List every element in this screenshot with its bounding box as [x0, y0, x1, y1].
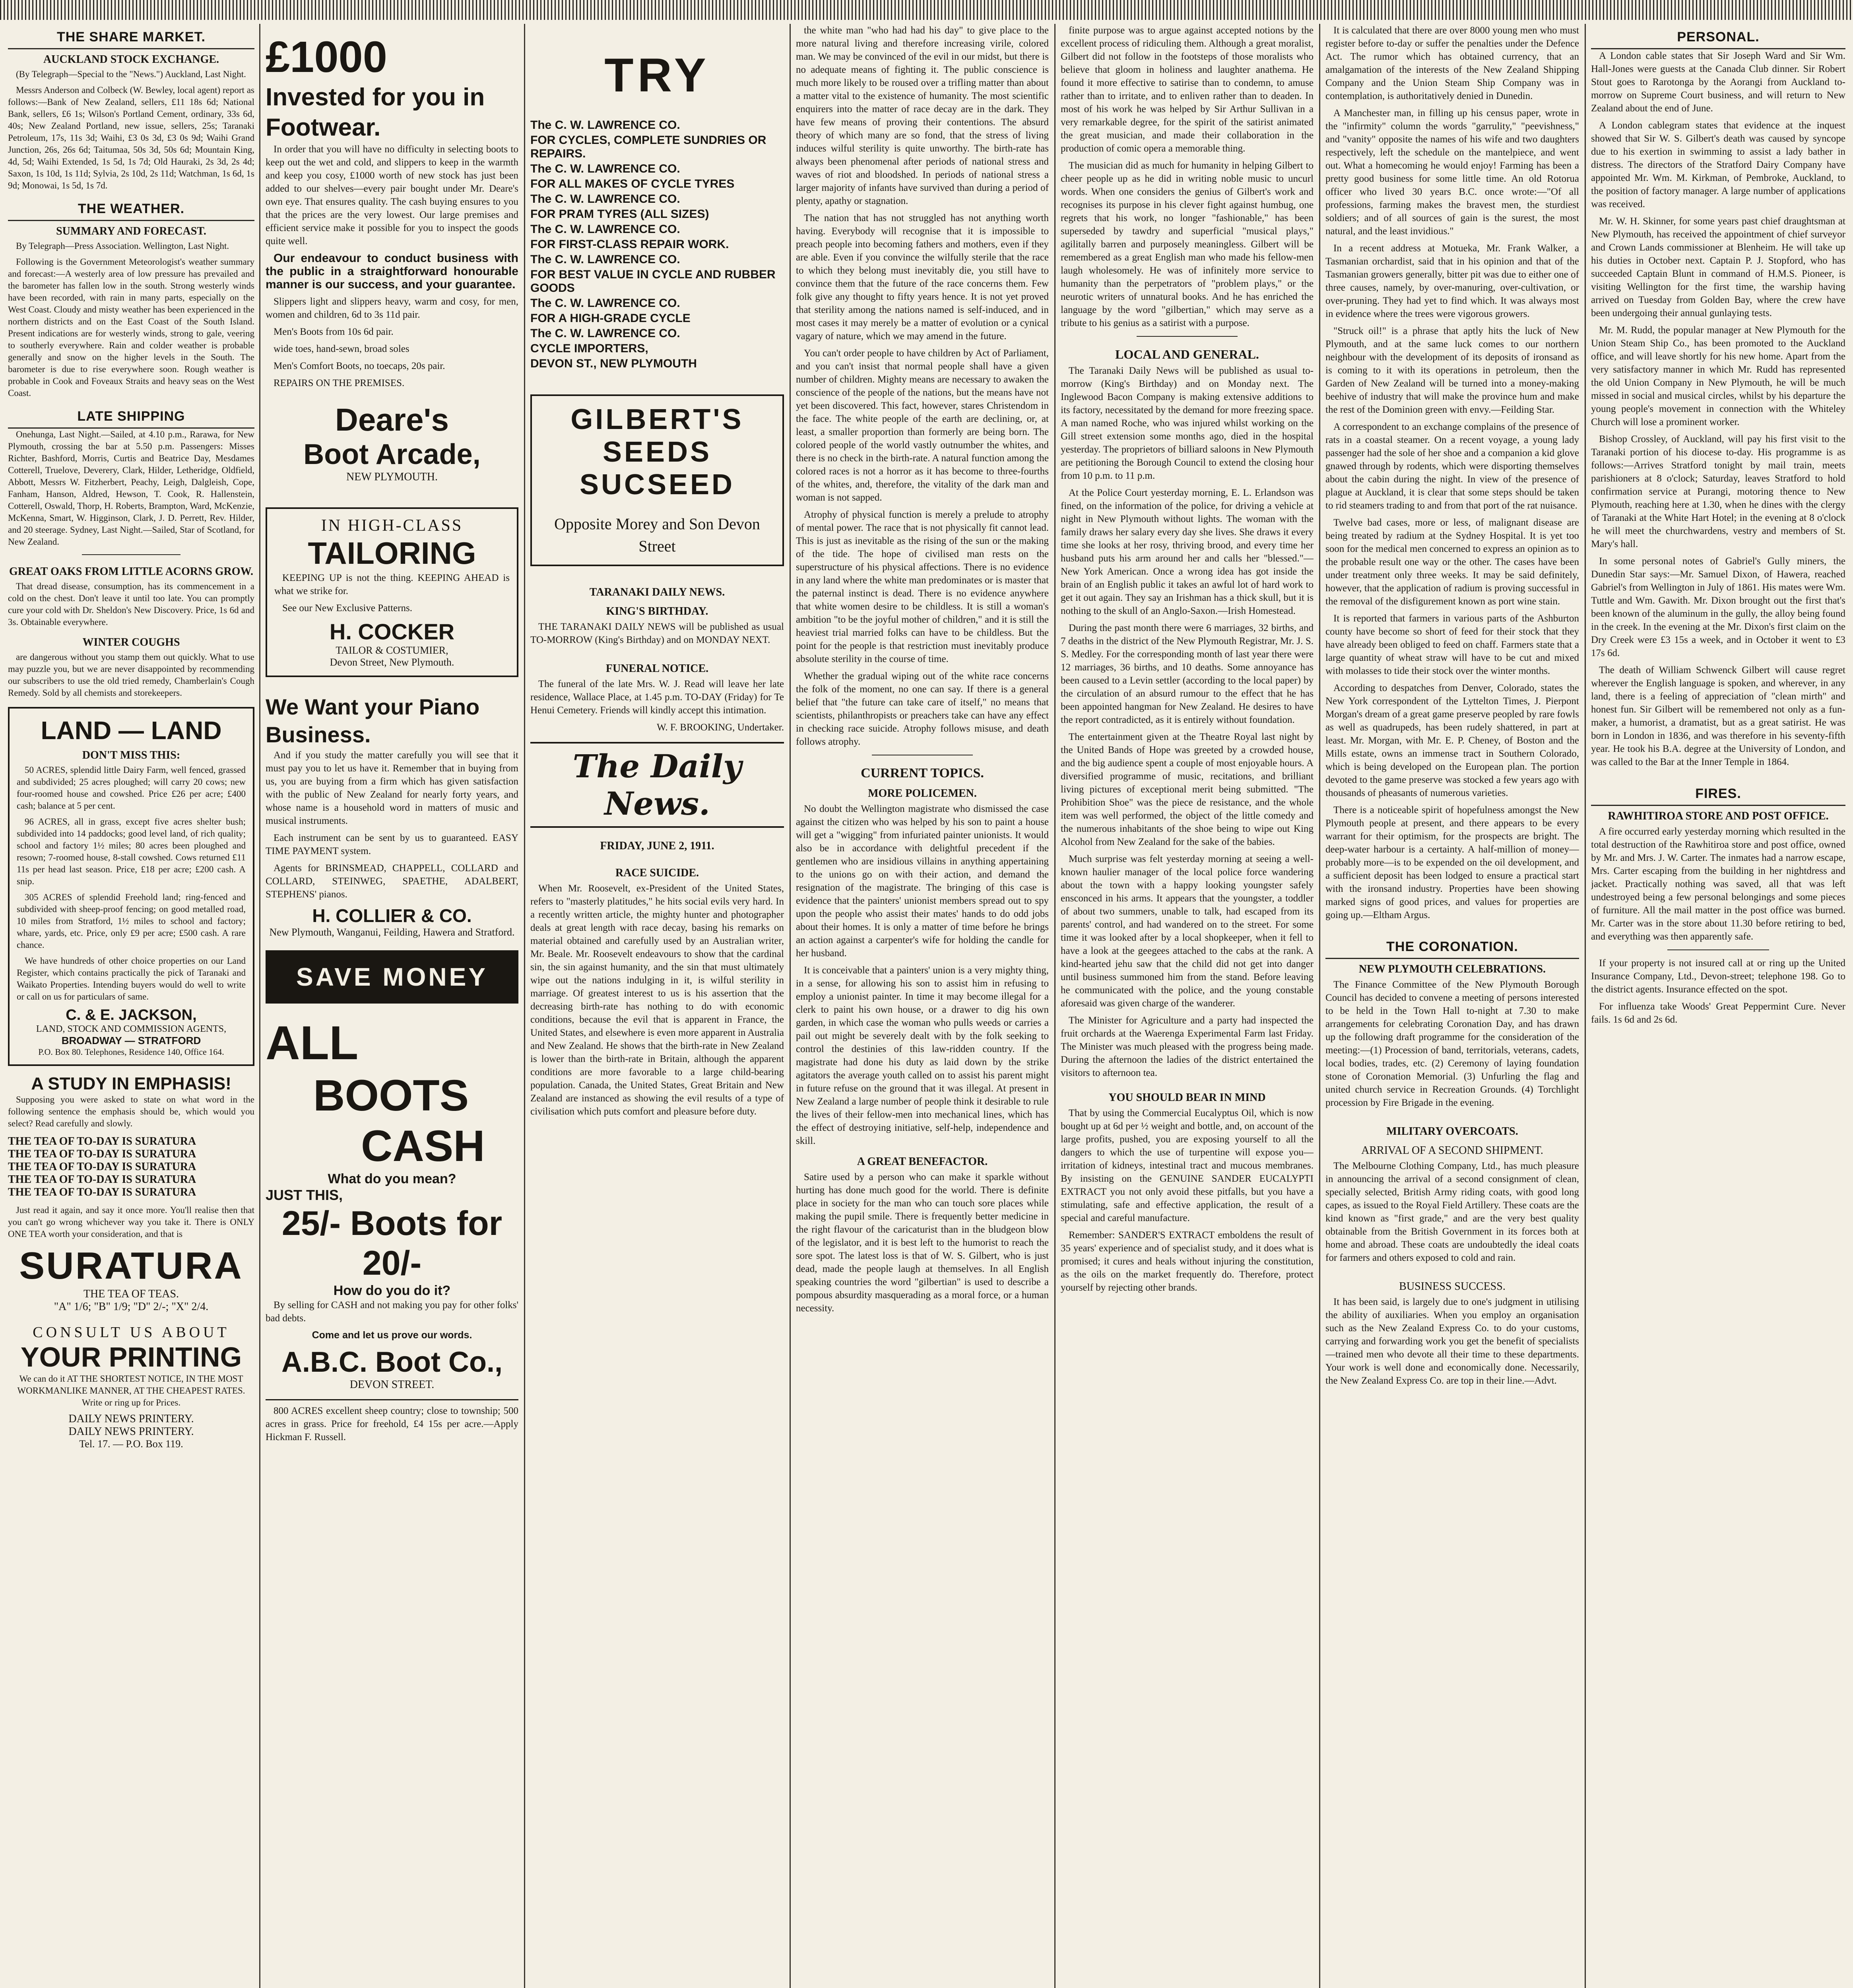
lawrence-name: The C. W. LAWRENCE CO.: [530, 327, 680, 340]
consult-heading: CONSULT US ABOUT: [33, 1324, 230, 1341]
coughs-ad-text: are dangerous without you stamp them out quickly. What to use may puzzle you, but we are never disappointed by recommending our subscribers to use the old tried remedy, Chamberlain's Cough Remedy. Sold by all chemists and storekeepers.: [8, 652, 254, 698]
fires-heading: FIRES.: [1591, 780, 1845, 806]
eucalyptus-ad-text: Remember: SANDER'S EXTRACT emboldens the result of 35 years' experience and of specialist study, and it does what is promised; it cures and heals without injuring the constitution, as the oils on the market frequently do. Therefore, protect yourself by rejecting other brands.: [1061, 1230, 1314, 1293]
column-rule: [1319, 24, 1320, 1988]
column-7: [1591, 24, 1845, 1988]
tea-line: THE TEA OF TO-DAY IS SURATURA: [8, 1135, 196, 1147]
coronation-subheading: NEW PLYMOUTH CELEBRATIONS.: [1358, 963, 1546, 975]
column-3: [530, 24, 784, 1988]
editorial-paragraph: the white man "who had had his day" to give place to the more natural living and therefore increasing virile, colored man. We may be convinced of the evil in our midst, but there is no adequate means of fighting it. The public conscience is much more likely to be roused over a trifling matter than about a matter vital to the existence of humanity. The most scientific enquirers into the matter of race decay are in the dark. They have few means of proving their contentions. The absurd theory of which many are so fond, that the stress of living induces wilful sterility is quite unworthy. The birth-rate has always been phenomenal after periods of national stress and waves of riot and bloodshed. In periods of national stress a larger majority of infants have survived than during a period of plenty, apathy or stagnation.: [796, 25, 1049, 206]
oaks-ad-heading: GREAT OAKS FROM LITTLE ACORNS GROW.: [9, 565, 254, 578]
abc-question: What do you mean?: [328, 1171, 456, 1186]
page-top-border: [0, 0, 1853, 20]
local-news: "Struck oil!" is a phrase that aptly hits the luck of New Plymouth, and at the same luck comes to our northern neighbour with the development of its deposits of ironsand as is coming to it with its operations in petroleum, then the Garden of New Zealand will be turned into a money-making beehive of industry that will make the province hum and make the rest of the Dominion green with envy.—Feilding Star.: [1325, 326, 1579, 415]
column-rule: [259, 24, 260, 1988]
study-ad-title: A STUDY IN EMPHASIS!: [31, 1074, 231, 1093]
funeral-heading: FUNERAL NOTICE.: [605, 662, 709, 675]
funeral-undertaker: W. F. BROOKING, Undertaker.: [657, 722, 784, 733]
race-suicide-article: When Mr. Roosevelt, ex-President of the United States, refers to "masterly platitudes," he hits social evils very hard. In a recently written article, the mighty hunter and photographer deals at great length with race decay, basing his remarks on material obtained and carefully used by an Australian writer, Mr. Beale. Mr. Roosevelt endeavours to show that the cardinal sin, the sin against humanity, and the sin that must ultimately wipe out the nations indulging in it, is wilful sterility in marriage. Of greatest interest to us is his assertion that the decreasing birth-rate has nothing to do with economic conditions, because the evil that is apparent in France, the United States, and elsewhere is even more apparent in Australia and New Zealand. He shows that the birth-rate in New Zealand is lower than the birth-rate in Britain, although the apparent conditions are more favorable to a large child-bearing population. Canada, the United States, Great Britain and New Zealand are instanced as showing the evil results of a type of civilisation which puts comfort and pleasure before duty.: [530, 883, 784, 1117]
land-listing-50: 50 ACRES, splendid little Dairy Farm, well fenced, grassed and subdivided; 25 acres ploughed; will carry 20 cows; new four-roomed house and cowshed. Price £26 per acre; £400 cash; balance at 5 per cent.: [17, 765, 246, 811]
benefactor-article: Satire used by a person who can make it sparkle without hurting has done much good for the world. There is definite place in society for the man who can touch sore places while making the pupil smile. There is frequently better medicine in the right flavour of the caricaturist than in the bludgeon blow of the legislator, and it is best left to the humorist to reach the sore spot. The latest loss is that of W. S. Gilbert, who is just dead, made the people laugh at themselves. In all English speaking countries the word "gilbertian" is used to describe a pompous absurdity masquerading as a moral force, or a human necessity.: [796, 1172, 1049, 1314]
sucseed-word: SUCSEED: [579, 469, 735, 501]
stock-exchange-report: Messrs Anderson and Colbeck (W. Bewley, local agent) report as follows:—Bank of New Zealand, sellers, £11 18s 6d; National Bank, sellers, £6 1s; Wilson's Portland Cement, ordinary, 33s 6d, 40s; New Zealand Portland, new issue, sellers, 25s; Taranaki Petroleum, 17s, 11s 3d; Waihi, £3 0s 3d, £3 0s 9d; Waihi Grand Junction, 26s, 26s 6d; Taitumaa, 50s 3d, 50s 6d; Mountain King, 4d, 5d; Waihi Extended, 1s 5d, 1s 7d; Old Hauraki, 2s 3d, 2s 4d; Saxon, 1s 10d, 1s 11d; Sylvia, 2s 10d, 2s 11d; Watchman, 1s 6d, 1s 9d; Monowai, 1s 5d, 1s 7d.: [8, 85, 254, 190]
personal-note: A London cablegram states that evidence at the inquest showed that Sir W. S. Gilbert's death was caused by syncope due to his exertion in swimming to assist a lady bather in distress. The directors of the Stratford Dairy Company have appointed Mr. Wm. M. Kirkman, of Pembroke, Auckland, to the position of factory manager. A large number of applications was received.: [1591, 120, 1845, 210]
personal-note: The death of William Schwenck Gilbert will cause regret wherever the English language is spoken, and wherever, in any land, there is a feeling of appreciation of "clean mirth" and honest fun. Sir Gilbert will be remembered not only as a fun-maker, a humorist, a dramatist, but as a great satirist. He was born in London in 1836, and was therefore in his seventy-fifth year. He took his B.A. degree at the University of London, and was called to the Bar at the Inner Temple in 1864.: [1591, 665, 1845, 767]
coughs-ad-heading: WINTER COUGHS: [82, 636, 180, 648]
benefactor-article: finite purpose was to argue against accepted notions by the excellent process of ridiculing them. Although a great moralist, Gilbert did not follow in the footsteps of those moralists who believe that gloom in holiness and laughter anathema. He found it more effective to satirise than to condemn, to amuse rather than to irritate, and to enliven rather than to deaden. In most of his work he was helped by Sir Arthur Sullivan in a very remarkable degree, for the spirit of the satirist animated the great musician, and made their collaboration in the production of comic opera a memorable thing.: [1061, 25, 1314, 154]
abc-price: 25/- Boots for 20/-: [281, 1204, 503, 1282]
lawrence-name: The C. W. LAWRENCE CO.: [530, 118, 680, 132]
land-ad-title: LAND — LAND: [41, 716, 222, 745]
piano-agents: Agents for BRINSMEAD, CHAPPELL, COLLARD and COLLARD, STEINWEG, SPAETHE, ADALBERT, STEPHENS' pianos.: [266, 863, 518, 900]
try-heading: TRY: [604, 49, 710, 102]
lawrence-name: The C. W. LAWRENCE CO.: [530, 162, 680, 175]
printery-name: DAILY NEWS PRINTERY.: [68, 1413, 194, 1425]
tdn-heading: TARANAKI DAILY NEWS.: [589, 586, 725, 598]
column-2: [266, 24, 518, 1988]
deare-brand: Deare's: [335, 402, 449, 437]
footwear-repairs: REPAIRS ON THE PREMISES.: [274, 378, 405, 388]
stock-exchange-heading: AUCKLAND STOCK EXCHANGE.: [43, 53, 219, 66]
lawrence-name: The C. W. LAWRENCE CO.: [530, 297, 680, 310]
tailoring-patterns: See our New Exclusive Patterns.: [282, 603, 413, 613]
lawrence-name: The C. W. LAWRENCE CO.: [530, 192, 680, 206]
fires-article: A fire occurred early yesterday morning which resulted in the total destruction of the Rawhitiroa store and post office, owned by Mr. and Mrs. J. W. Carter. The inmates had a narrow escape, Mrs. Carter escaping from the building in her nightdress and jacket. Practically nothing was saved, all that was left undestroyed being a few personal belongings and some pieces of furniture. All the mail matter in the post office was burned. Mr. Carter was in the store about 11.30 before retiring to bed, and everything was then apparently safe.: [1591, 826, 1845, 942]
cocker-address: Devon Street, New Plymouth.: [330, 656, 454, 668]
dateline: FRIDAY, JUNE 2, 1911.: [600, 840, 714, 852]
tea-line: THE TEA OF TO-DAY IS SURATURA: [8, 1161, 196, 1173]
land-ad-more: We have hundreds of other choice properties on our Land Register, which contains practically the pick of Taranaki and Waikato Properties. Intending buyers would do well to write or call on us for particulars of same.: [17, 956, 246, 1002]
tailoring-heading: IN HIGH-CLASS: [321, 516, 463, 535]
local-news: In a recent address at Motueka, Mr. Frank Walker, a Tasmanian orchardist, said that in his opinion and that of the Tasmanian growers generally, bitter pit was due to either one of three causes, namely, by over-manuring, over-cultivation, or over-pruning. They had yet to find which. It was always most in evidence where the trees were vigorous growers.: [1325, 243, 1579, 319]
column-1: [8, 24, 254, 1988]
lawrence-address: DEVON ST., NEW PLYMOUTH: [530, 357, 697, 370]
eucalyptus-ad-heading: YOU SHOULD BEAR IN MIND: [1108, 1091, 1266, 1104]
policemen-article: It is conceivable that a painters' union is a very mighty thing, in a sense, for allowing his son to assist him in refusing to employ a unionist painter. In time it may become illegal for a clerk to paint his own house, or a drawer to dig his own garden, in which case the woman who pulls weeds or carries a pail out might be severely dealt with by the folk seeking to control the destinies of this law-ridden country. If the magistrate had done his duty as laid down by the strike agitators the average youth called on to assist his parent might in future refuse on the ground that it was illegal. At present in New Zealand a large number of people think it desirable to rule the lives of their fellow-men into mechanical lines, which has the effect of destroying initiative, self-help, independence and skill.: [796, 965, 1049, 1146]
collier-name: H. COLLIER & CO.: [312, 905, 472, 926]
kings-birthday-heading: KING'S BIRTHDAY.: [606, 605, 708, 617]
printing-text: We can do it AT THE SHORTEST NOTICE, IN THE MOST WORKMANLIKE MANNER, AT THE CHEAPEST RATES. Write or ring up for Prices.: [17, 1374, 245, 1408]
tailoring-title: TAILORING: [308, 536, 476, 571]
lawrence-name: The C. W. LAWRENCE CO.: [530, 253, 680, 266]
agent-phone: P.O. Box 80. Telephones, Residence 140, Office 164.: [38, 1047, 224, 1057]
footwear-ad-promise: Our endeavour to conduct business with the public in a straightforward honourable manner is our success, and your guarantee.: [266, 252, 518, 291]
printery-contact: Tel. 17. — P.O. Box 119.: [79, 1438, 183, 1450]
gilbert-seeds-ad: [530, 394, 784, 566]
abc-all: ALL: [266, 1016, 359, 1070]
divider: [1137, 336, 1238, 337]
footwear-ad-text: In order that you will have no difficulty in selecting boots to keep out the wet and cold, and slippers to keep in the warmth and keep you cosy, £1000 worth of new stock has just been added to our shelves—every pair bought under Mr. Deare's own eye. That ensures quality. The cash buying ensures to you that the prices are the very lowest. Our large premises and efficient service make it possible for you to inspect the goods quite well.: [266, 144, 518, 247]
weather-subheading: SUMMARY AND FORECAST.: [56, 225, 206, 237]
footwear-comfort-boots: Men's Comfort Boots, no toecaps, 20s pair.: [274, 361, 445, 371]
share-market-heading: THE SHARE MARKET.: [8, 24, 254, 49]
piano-terms: Each instrument can be sent by us to guaranteed. EASY TIME PAYMENT system.: [266, 833, 518, 856]
lawrence-name: The C. W. LAWRENCE CO.: [530, 223, 680, 236]
agent-role: LAND, STOCK AND COMMISSION AGENTS,: [36, 1024, 227, 1034]
tea-line: THE TEA OF TO-DAY IS SURATURA: [8, 1186, 196, 1198]
agent-address: BROADWAY — STRATFORD: [61, 1035, 201, 1046]
gilbert-address: Opposite Morey and Son Devon Street: [554, 515, 760, 555]
printery-name: DAILY NEWS PRINTERY.: [68, 1425, 194, 1438]
personal-note: In some personal notes of Gabriel's Gully miners, the Dunedin Star says:—Mr. Samuel Dixon, of Hawera, reached Gabriel's from Wellington in July of 1861. His mates were Wm. Tuttle and Wm. Gawith. Mr. Dixon brought out the first that's been known of the aluminum in the gully, the alloy being found in the creek. In the evening at the Mr. Dixon's first claim on the Dry Creek were £3 15s a week, and in October it went to £3 17s 6d.: [1591, 556, 1845, 658]
local-news: It is calculated that there are over 8000 young men who must register before to-day or suffer the penalties under the Defence Act. The rumor which has obtained currency, that an amalgamation of the interests of the New Zealand Shipping Company and the Union Steam Ship Company was in contemplation, is authoritatively denied in Dunedin.: [1325, 25, 1579, 101]
land-listing-96: 96 ACRES, all in grass, except five acres shelter bush; subdivided into 14 paddocks; good level land, of rich quality; school and factory 1½ miles; 80 acres been ploughed and resown; 7-roomed house, 8-stall cowshed. Cows returned £11 11s per head last season. Price, £18 per acre; £200 cash. A snip.: [17, 817, 246, 886]
local-news: According to despatches from Denver, Colorado, states the New York correspondent of the Lyttelton Times, J. Pierpont Morgan's dream of a great game preserve peopled by rare fowls as well as quadrupeds, has been rudely shattered, in part at least. Mr. Morgan, with Mr. E. P. Cheney, of Boston and the Mills estate, owns an immense tract in Southern Colorado, which is being developed on the European plan. The portion devoted to the game preserve was stocked a few years ago with thousands of pheasants of numerous varieties.: [1325, 683, 1579, 798]
business-success-text: It has been said, is largely due to one's judgment in utilising the ability of auxiliaries. When you employ an organisation such as the New Zealand Express Co. to do your customs, carrying and forwarding work you get the benefit of specialists—trained men who devote all their time to these departments. Your work is well done and economically done. Necessarily, the New Zealand Express Co. are top in their line.—Advt.: [1325, 1297, 1579, 1386]
collier-locations: New Plymouth, Wanganui, Feilding, Hawera and Stratford.: [269, 926, 515, 938]
benefactor-heading: A GREAT BENEFACTOR.: [857, 1155, 988, 1168]
footwear-headline: Invested for you in Footwear.: [266, 83, 485, 141]
lawrence-service: FOR A HIGH-GRADE CYCLE: [530, 312, 691, 325]
benefactor-article: The musician did as much for humanity in helping Gilbert to cheer people up as he did in writing noble music to uncurl words. When one considers the genius of Gilbert's work and recognises its purpose in his clever fight against humbug, one regrets that his work, no longer "fashionable," has been superseded by tawdry and superficial "musical plays," agilitally barren and purposely meaningless. Gilbert will be remembered as a great English man who made his fellow-men laugh wholesomely. He was of infinitely more service to humanity than the perpetrators of "problem plays," or the neurotic writers of unnatural books. And he has enriched the language by the word "gilbertian," which may serve as a tribute to his genius as a satirist with a purpose.: [1061, 160, 1314, 328]
local-news: A Manchester man, in filling up his census paper, wrote in the "infirmity" column the words "garrulity," "peevishness," and "vanity" opposite the names of his wife and two daughters respectively, left the schedule on the mantelpiece, and went out. What a homecoming he would enjoy! Farming has been a pretty good business for some little time. An old Rotorua officer who lived 30 years B.C. once wrote:—"Of all professions, farming makes the bravest men, the sturdiest soldiers; and of all sources of gain is the surest, the most natural, and the least invidious.": [1325, 108, 1579, 237]
column-rule: [790, 24, 791, 1988]
land-listing-305: 305 ACRES of splendid Freehold land; ring-fenced and subdivided with sheep-proof fencing; on good metalled road, 10 miles from Stratford, 1½ miles to school and factory; whare, yards, etc. Price, only £9 per acre; £500 cash. A rare chance.: [17, 892, 246, 950]
footwear-headline-amount: £1000: [266, 33, 387, 82]
footwear-slippers: Slippers light and slippers heavy, warm and cosy, for men, women and children, 6d to 3s 11d pair.: [266, 296, 518, 320]
tailoring-ad: [266, 507, 518, 677]
piano-headline: We Want your Piano Business.: [266, 694, 480, 747]
local-news: During the past month there were 6 marriages, 32 births, and 7 deaths in the district of the New Plymouth Registrar, Mr. J. S. S. Medley. For the corresponding month of last year there were 12 marriages, 36 births, and 10 deaths. Some annoyance has been caused to a Levin settler (according to the local paper) by the circulation of an absurd rumour to the effect that he has been appointed hangman for New Zealand. He desires to have the report contradicted, as it is entirely without foundation.: [1061, 623, 1314, 725]
shipping-report: Onehunga, Last Night.—Sailed, at 4.10 p.m., Rarawa, for New Plymouth, crossing the bar at 5.50 p.m. Passengers: Misses Richter, Bashford, Morris, Curtis and Beatrice Day, Mesdames Cotterell, Truelove, Deverery, Clark, Hilder, Letheridge, Oldfield, Abbott, Messrs W. Fitzherbert, Peachy, Leigh, Dalgleish, Cope, Fanham, Hanson, Aldred, Hewson, T. Cook, R. Hallenstein, Cotterell, Oswald, Thorp, H. Roberts, Brampton, Ward, McKenzie, McKenna, Smart, W. Higginson, Clark, J. D. Perrett, Rev. Hilder, and 20 steerage. Sydney, Last Night.—Sailed, Star of Scotland, for New Zealand.: [8, 429, 254, 547]
shipping-heading: LATE SHIPPING: [8, 403, 254, 429]
lawrence-service: FOR PRAM TYRES (ALL SIZES): [530, 208, 709, 221]
lawrence-service: FOR FIRST-CLASS REPAIR WORK.: [530, 238, 729, 251]
overcoats-heading: MILITARY OVERCOATS.: [1386, 1125, 1518, 1138]
tailoring-text: KEEPING UP is not the thing. KEEPING AHEAD is what we strike for.: [274, 573, 510, 596]
editorial-paragraph: The nation that has not struggled has not anything worth having. Everybody will recognise that it is impossible to preach people into becoming fathers and mothers, even if they are able. Even if you convince the wilfully sterile that the race to which they belong must inevitably die, you still have to convince them that the future of the race concerns them. Few folk give any thought to fifty years hence. It is not yet proved that sterility among the nations named is self-induced, and in most cases it may merely be a matter of evolution or a cynical vagary of nature, which we may amend in the future.: [796, 213, 1049, 342]
land-ad: [8, 707, 254, 1066]
local-news: Much surprise was felt yesterday morning at seeing a well-known haulier manager of the local police force wandering about the town with a happy looking youngster safely ensconced in his arms. It appears that the youngster, a toddler of about two summers, unable to talk, had escaped from its parents' control, and had wandered on to the street. For some time it was looked after by a local shopkeeper, when it fell to have a look at the geegees attached to the cabs at the rank. A kind-hearted jehu saw that the child did not get into danger until business summoned him from the stand. Before leaving he communicated with the police, and the young constable aforesaid was given charge of the wanderer.: [1061, 854, 1314, 1009]
weather-heading: THE WEATHER.: [8, 196, 254, 221]
personal-note: Mr. M. Rudd, the popular manager at New Plymouth for the Union Steam Ship Co., has been promoted to the Auckland office, and will leave shortly for his new home. Apart from the very satisfactory manner in which Mr. Rudd has represented the old Union Company in New Plymouth, he will be much missed in social and musical circles, whilst by his departure the young people's movement in connection with the Whiteley Church will lose a prominent worker.: [1591, 325, 1845, 427]
seeds-word: SEEDS: [602, 436, 712, 468]
stock-exchange-dateline: (By Telegraph—Special to the "News.") Auckland, Last Night.: [16, 69, 246, 79]
suratura-brand: SURATURA: [19, 1244, 243, 1287]
printing-heading: YOUR PRINTING: [20, 1342, 242, 1373]
policemen-article: No doubt the Wellington magistrate who dismissed the case against the citizen who was helped by his son to paint a house will get a "wigging" from infuriated painter unionists. It would also be in accordance with delightful precedent if the gentlemen who are insidious villains in anything appertaining to the unions go on with their action, and demand the resignation of the magistrate. The bringing of this case is evidence that the painters' unionist members spread out to spy upon the people who assist their mates' hands to do odd jobs about their homes. It is only a matter of time before he brings an action against a carpenter's wife for holding the candle for her husband.: [796, 804, 1049, 959]
race-suicide-heading: RACE SUICIDE.: [615, 867, 699, 879]
tea-line: THE TEA OF TO-DAY IS SURATURA: [8, 1173, 196, 1186]
editorial-paragraph: Whether the gradual wiping out of the white race concerns the folk of the moment, no one can say. If there is a general belief that "the future can take care of itself," no means that scientists, philanthropists or preachers take can have any effect in checking race suicide. Atrophy follows misuse, and death follows atrophy.: [796, 671, 1049, 747]
abc-just-this: JUST THIS,: [266, 1187, 343, 1203]
tea-ad-text: Just read it again, and say it once more. You'll realise then that you can't go wrong whichever way you take it. There is ONLY ONE TEA worth your consideration, and that is: [8, 1205, 254, 1239]
coronation-article: The Finance Committee of the New Plymouth Borough Council has decided to convene a meeting of persons interested to be held in the Town Hall to-night at 7.30 to make arrangements for celebrating Coronation Day, and has drawn up the following draft programme for the consideration of the meeting:—(1) Procession of band, territorials, veterans, cadets, local bodies, trades, etc. (2) Ceremony of laying foundation stone of Coronation Memorial. (3) Unfurling the flag and united church service in Recreation Grounds. (4) Torchlight procession by Fire Brigade in the evening.: [1325, 979, 1579, 1108]
local-news: The Taranaki Daily News will be published as usual to-morrow (King's Birthday) and on Monday next. The Inglewood Bacon Company is making extensive additions to its factory, necessitated by the demand for more freezing space. A man named Roche, who was injured whilst working on the Gill street extension some months ago, died in the hospital yesterday. The proprietors of billiard saloons in New Plymouth are petitioning the Borough Council to extend the closing hour from 10 p.m. to 11 p.m.: [1061, 365, 1314, 481]
tea-line: THE TEA OF TO-DAY IS SURATURA: [8, 1148, 196, 1160]
footwear-wide-toes: wide toes, hand-sewn, broad soles: [274, 344, 409, 354]
local-news: It is reported that farmers in various parts of the Ashburton county have become so short of feed for their stock that they have already been obliged to feed on chaff. Farmers state that a large quantity of wheat straw will have to be cut and mixed with molasses to tide their stock over the winter months.: [1325, 613, 1579, 676]
suratura-tagline: THE TEA OF TEAS.: [83, 1288, 179, 1300]
local-news: At the Police Court yesterday morning, E. L. Erlandson was fined, on the information of the police, for driving a vehicle at night in New Plymouth without lights. The woman with the family draws her salary every day she lives. She draws it every time she looks at her rosy, thriving brood, and every time her husband puts his arm around her and calls her "blessed."—New York American. Once a wrong idea has got inside the brain of an English public it takes an awful lot of hard work to get it out again. They say an Irishman has a thick skull, but it is nothing to the skull of an Anglo-Saxon.—Irish Homestead.: [1061, 487, 1314, 616]
overcoats-subheading: ARRIVAL OF A SECOND SHIPMENT.: [1361, 1144, 1543, 1157]
abc-boots: BOOTS: [313, 1071, 469, 1120]
cocker-name: H. COCKER: [329, 619, 455, 644]
abc-company: A.B.C. Boot Co.,: [281, 1346, 503, 1378]
local-news: A correspondent to an exchange complains of the presence of rats in a coastal steamer. On a recent voyage, a young lady passenger had the sole of her shoe and a companion a kid glove gnawed through by rodents, which were disporting themselves about the cabin during the night. In view of the presence of plague at Auckland, it is clear that some steps should be taken to rid steamers trading to and from that port of the rat nuisance.: [1325, 421, 1579, 511]
business-success-heading: BUSINESS SUCCESS.: [1399, 1280, 1506, 1293]
column-4: [796, 24, 1049, 1988]
lawrence-service: FOR CYCLES, COMPLETE SUNDRIES OR REPAIRS.: [530, 134, 766, 160]
sheep-country-ad: 800 ACRES excellent sheep country; close to township; 500 acres in grass. Price for freehold, £4 15s per acre.—Apply Hickman F. Russell.: [266, 1399, 518, 1444]
eucalyptus-ad-text: That by using the Commercial Eucalyptus Oil, which is now bought up at 6d per ½ weight and bottle, and, on account of the large profits, pushed, you are exposing yourself to all the dangers to which the use of turpentine will expose you—irritation of kidneys, intestinal tract and mucous membranes. By insisting on the GENUINE SANDER EUCALYPTI EXTRACT you not only avoid these pitfalls, but you have a stimulating, safe and effective application, the result of a special and careful manufacture.: [1061, 1108, 1314, 1223]
agent-name: C. & E. JACKSON,: [66, 1007, 197, 1023]
column-rule: [1585, 24, 1586, 1988]
save-money-banner: SAVE MONEY: [266, 950, 518, 1004]
divider: [82, 554, 180, 555]
local-news: The entertainment given at the Theatre Royal last night by the United Bands of Hope was greeted by a crowded house, and the big audience spent a couple of most enjoyable hours. A diversified programme of music, recitations, and brilliant living pictures of exceptional merit being submitted. "The Prohibition Shoe" was the piece de resistance, and the whole item was well performed, the object of the little comedy and the numerous inhabitants of the shoe being to wipe out King Alcohol from New Zealand for the sake of the babies.: [1061, 732, 1314, 847]
gilbert-brand: GILBERT'S: [570, 404, 744, 435]
suratura-grades: "A" 1/6; "B" 1/9; "D" 2/-; "X" 2/4.: [54, 1301, 209, 1313]
column-6: [1325, 24, 1579, 1988]
column-5: [1061, 24, 1314, 1988]
lawrence-service: FOR ALL MAKES OF CYCLE TYRES: [530, 177, 735, 190]
peppermint-cure-ad: For influenza take Woods' Great Peppermint Cure. Never fails. 1s 6d and 2s 6d.: [1591, 1001, 1845, 1025]
abc-cash: CASH: [361, 1122, 485, 1171]
column-rule: [524, 24, 525, 1988]
lawrence-service: FOR BEST VALUE IN CYCLE AND RUBBER GOODS: [530, 268, 776, 295]
study-ad-text: Supposing you were asked to state on what word in the following sentence the emphasis should be, which would you select? Read carefully and slowly.: [8, 1095, 254, 1128]
lawrence-service: CYCLE IMPORTERS,: [530, 342, 648, 355]
fires-subheading: RAWHITIROA STORE AND POST OFFICE.: [1608, 810, 1829, 822]
cocker-role: TAILOR & COSTUMIER,: [336, 645, 448, 656]
abc-prove: Come and let us prove our words.: [312, 1330, 472, 1341]
newspaper-masthead: The Daily News.: [530, 742, 784, 828]
editorial-paragraph: You can't order people to have children by Act of Parliament, and you can't insist that normal people shall have a given number of children. Mighty means are necessary to awaken the conscience of the people of the nations, but the means have not yet been discovered. This fact, however, stares Christendom in the face. The white people of the earth are declining, or, at least, a smaller proportion than formerly are being born. The colored people of the world vastly outnumber the whites, and there is no check in the birth-rate. A natural function among the colored races is not a horror as it has become to three-fourths of the whites, and, therefore, the vitality of the dark man and woman is not sapped.: [796, 348, 1049, 503]
weather-report: Following is the Government Meteorologist's weather summary and forecast:—A westerly area of low pressure has prevailed and the barometer has fallen low in the south. Strong westerly winds have been recorded, with rain in many parts, especially on the West Coast. Cloudy and misty weather has been experienced in the northern districts and on the East Coast of the South Island. Present indications are for westerly winds, strong to gale, veering to southerly everywhere. Rain and colder weather is probable generally and snow on the higher levels in the South. The barometer is due to rise everywhere soon. Rough weather is probable in Cook and Foveaux Straits and heavy seas on the West Coast.: [8, 257, 254, 398]
kings-birthday-notice: THE TARANAKI DAILY NEWS will be published as usual TO-MORROW (King's Birthday) and on MONDAY NEXT.: [530, 621, 784, 645]
oaks-ad-text: That dread disease, consumption, has its commencement in a cold on the chest. Don't leave it until too late. You can promptly cure your cold with Dr. Sheldon's New Discovery. Price, 1s 6d and 3s. Obtainable everywhere.: [8, 581, 254, 627]
boot-arcade-brand: Boot Arcade,: [303, 439, 481, 470]
piano-ad-text: And if you study the matter carefully you will see that it must pay you to let us have it. Remember that in buying from us, you are buying from a firm which has given satisfaction with the public of New Zealand for nearly forty years, and whose name is a household word in matters of music and musical instruments.: [266, 750, 518, 826]
overcoats-ad-text: The Melbourne Clothing Company, Ltd., has much pleasure in announcing the arrival of a second consignment of clean, specially selected, British Army riding coats, with good long capes, as issued to the Royal Field Artillery. These coats are the kind known as "first grade," and are the very best quality obtainable from the British Government in its forces both at home and abroad. These coats are undoubtedly the ideal coats for farmers and others exposed to cold and rain.: [1325, 1161, 1579, 1263]
editorial-paragraph: Atrophy of physical function is merely a prelude to atrophy of mental power. The race that is not physically fit cannot lead. This is just as inevitable as the rising of the sun or the making of the tide. The hope of civilised man rests on the superstructure of his physical affections. There is no evidence in any land where the white man predominates or is master that the paternal instinct is dead. There is no evidence anywhere that white women desire to be childless. It is still a woman's ambition "to be the joyful mother of children," and it is still the heaviest trial married folks can have to be childless. But the point for the people is that restriction must inevitably produce absolute sterility in the course of time.: [796, 509, 1049, 664]
local-news: The Minister for Agriculture and a party had inspected the fruit orchards at the Waerenga Experimental Farm last Friday. The Minister was much pleased with the progress being made. During the afternoon the ladies of the district entertained the visitors to afternoon tea.: [1061, 1015, 1314, 1078]
personal-note: Mr. W. H. Skinner, for some years past chief draughtsman at New Plymouth, has received the appointment of chief surveyor and Crown Lands commissioner at Blenheim. He will take up his duties in October next. Captain P. J. Stopford, who has succeeded Captain Blunt in command of H.M.S. Pioneer, is visiting Wellington for the first time, the warship having arrived on Tuesday from Golden Bay, where the crew have been undergoing their annual gunlaying tests.: [1591, 216, 1845, 318]
abc-location: DEVON STREET.: [349, 1378, 435, 1391]
local-news: Twelve bad cases, more or less, of malignant disease are being treated by radium at the Sydney Hospital. It is yet too soon for the medical men concerned to express an opinion as to the probable result one way or the other. The cases have been under treatment only three weeks. It may be said definitely, however, that the application of radium is proving successful in the removal of the disfigurement known as port wine stain.: [1325, 517, 1579, 607]
funeral-notice: The funeral of the late Mrs. W. J. Read will leave her late residence, Wallace Place, at 1.45 p.m. TO-DAY (Friday) for Te Henui Cemetery. Friends will kindly accept this intimation.: [530, 679, 784, 716]
abc-how-text: By selling for CASH and not making you pay for other folks' bad debts.: [266, 1300, 518, 1324]
insurance-ad: If your property is not insured call at or ring up the United Insurance Company, Ltd., Devon-street; telephone 198. Go to the district agents. Insurance effected on the spot.: [1591, 958, 1845, 995]
local-news: There is a noticeable spirit of hopefulness amongst the New Plymouth people at present, and there appears to be every warrant for their optimism, for the prospects are bright. The deep-water harbour is a certainty. A half-million of money—probably more—is to be expended on the oil development, and a sufficient deposit has been lodged to ensure a practical start with the ironsand industry. Properties have been showing marked signs of good prices, and values for properties are going up.—Eltham Argus.: [1325, 805, 1579, 920]
abc-how: How do you do it?: [333, 1283, 451, 1298]
current-topics-heading: CURRENT TOPICS.: [861, 766, 984, 780]
more-policemen-heading: MORE POLICEMEN.: [868, 787, 977, 800]
column-rule: [1054, 24, 1056, 1988]
weather-dateline: By Telegraph—Press Association. Wellington, Last Night.: [16, 241, 229, 251]
footwear-mens-boots: Men's Boots from 10s 6d pair.: [274, 326, 394, 337]
boot-arcade-location: NEW PLYMOUTH.: [346, 471, 438, 483]
land-ad-subtitle: DON'T MISS THIS:: [82, 749, 180, 761]
personal-heading: PERSONAL.: [1591, 24, 1845, 49]
local-general-heading: LOCAL AND GENERAL.: [1115, 347, 1259, 361]
divider: [1667, 949, 1769, 950]
personal-note: Bishop Crossley, of Auckland, will pay his first visit to the Taranaki portion of his diocese to-day. His programme is as follows:—Arrives Stratford tonight by mail train, meets parishioners at 8 o'clock; Saturday, leaves Stratford to hold confirmation service at Purangi, motoring thence to New Plymouth, reaching here at 1.30, when he dines with the clergy of Taranaki at the White Hart Hotel; in the evening at 8 o'clock he will meet the churchwardens, vestry and members of St. Mary's hall.: [1591, 434, 1845, 549]
coronation-heading: THE CORONATION.: [1325, 934, 1579, 959]
personal-note: A London cable states that Sir Joseph Ward and Sir Wm. Hall-Jones were guests at the Canada Club dinner. Sir Robert Stout goes to Rarotonga by the Aorangi from Auckland to-morrow on Supreme Court business, and will return to New Zealand about the end of June.: [1591, 50, 1845, 114]
